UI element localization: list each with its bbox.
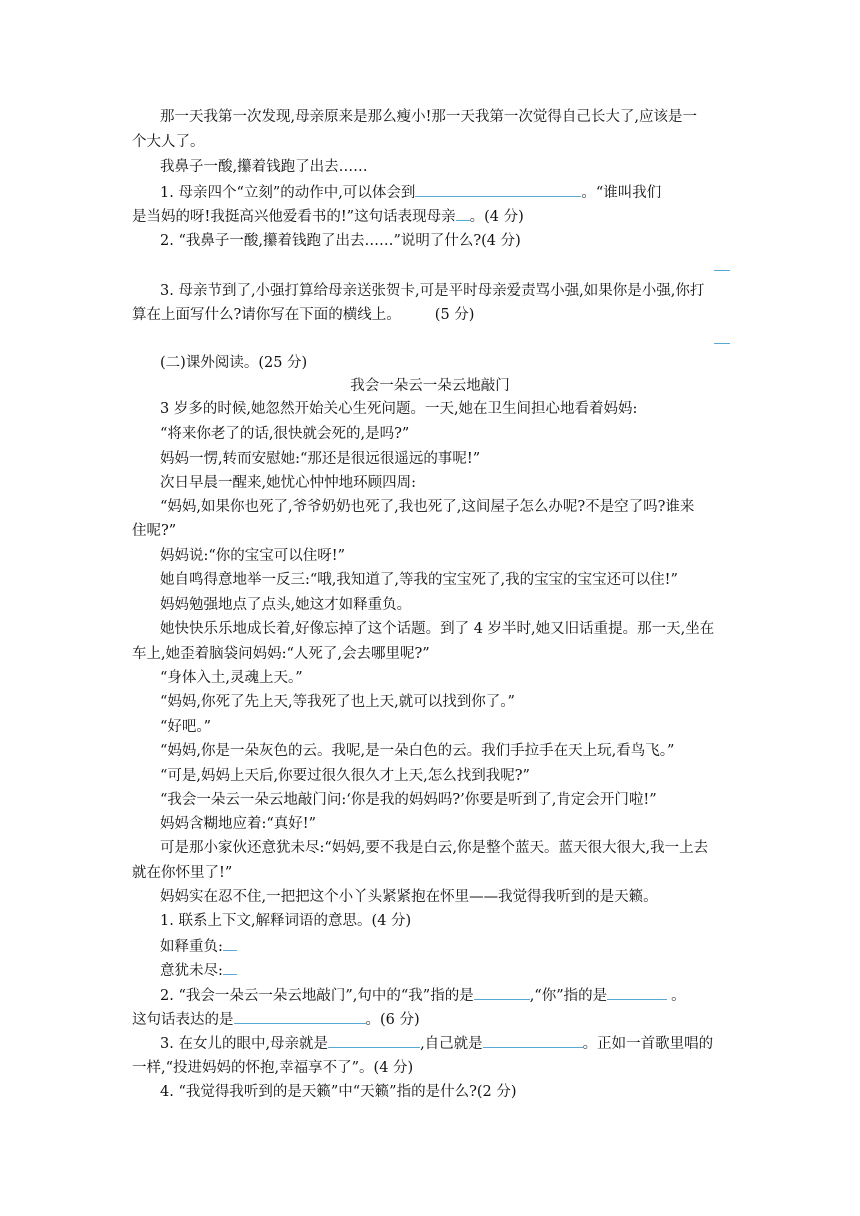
question-text: 是当妈的呀!我挺高兴他爱看书的!”这句话表现母亲 xyxy=(132,209,456,225)
word-label: 如释重负: xyxy=(160,939,223,955)
question-3-line: 3. 母亲节到了,小强打算给母亲送张贺卡,可是平时母亲爱责骂小强,如果你是小强,你打 xyxy=(160,283,705,299)
question-2-line xyxy=(160,985,686,1006)
answer-blank[interactable] xyxy=(223,936,237,951)
passage-line: “妈妈,如果你也死了,爷爷奶奶也死了,我也死了,这间屋子怎么办呢?不是空了吗?谁来 xyxy=(160,499,695,515)
passage-line: “好吧。” xyxy=(160,719,212,735)
question-text: 2. “我会一朵云一朵云地敲门”,句中的“我”指的是 xyxy=(160,988,474,1004)
passage-line: “妈妈,你是一朵灰色的云。我呢,是一朵白色的云。我们手拉手在天上玩,看鸟飞。” xyxy=(160,743,675,759)
passage-line: “身体入土,灵魂上天。” xyxy=(160,670,303,686)
question-text: 。 xyxy=(671,988,686,1004)
question-text: 这句话表达的是 xyxy=(132,1012,234,1028)
section-heading: (二)课外阅读。(25 分) xyxy=(160,355,308,371)
question-1-line: 1. 联系上下文,解释词语的意思。(4 分) xyxy=(160,913,412,929)
question-text: 。“谁叫我们 xyxy=(581,185,662,201)
passage-line: 妈妈勉强地点了点头,她这才如释重负。 xyxy=(160,597,412,613)
passage-line: 车上,她歪着脑袋问妈妈:“人死了,会去哪里呢?” xyxy=(132,646,430,662)
answer-blank[interactable] xyxy=(223,960,237,975)
passage-line: 妈妈实在忍不住,一把把这个小丫头紧紧抱在怀里——我觉得我听到的是天籁。 xyxy=(160,889,658,905)
question-3-line: 一样,“投进妈妈的怀抱,幸福享不了”。(4 分) xyxy=(132,1060,414,1076)
passage-line: 她自鸣得意地举一反三:“哦,我知道了,等我的宝宝死了,我的宝宝的宝宝还可以住!” xyxy=(160,572,678,588)
passage-line: 次日早晨一醒来,她忧心忡忡地环顾四周: xyxy=(160,475,416,491)
question-text: ,“你”指的是 xyxy=(529,988,608,1004)
passage-line: 就在你怀里了!” xyxy=(132,865,233,881)
paragraph-line: 那一天我第一次发现,母亲原来是那么瘦小!那一天我第一次觉得自己长大了,应该是一 xyxy=(160,109,698,125)
answer-blank[interactable] xyxy=(328,1033,420,1048)
question-text: 。(4 分) xyxy=(469,209,524,225)
passage-line: 可是那小家伙还意犹未尽:“妈妈,要不我是白云,你是整个蓝天。蓝天很大很大,我一上去 xyxy=(160,840,709,856)
answer-blank[interactable] xyxy=(415,182,581,197)
question-3-line xyxy=(132,305,474,325)
passage-line: “妈妈,你死了先上天,等我死了也上天,就可以找到你了。” xyxy=(160,694,515,710)
passage-line: “将来你老了的话,很快就会死的,是吗?” xyxy=(160,426,410,442)
answer-blank[interactable] xyxy=(474,985,530,1000)
question-text: ,自己就是 xyxy=(420,1036,483,1052)
question-1-line xyxy=(160,182,661,203)
question-1-word-line xyxy=(160,960,237,981)
passage-line: “我会一朵云一朵云地敲门问:‘你是我的妈妈吗?’你要是听到了,肯定会开门啦!” xyxy=(160,792,657,808)
answer-blank[interactable] xyxy=(234,1009,366,1024)
passage-line: 住呢?” xyxy=(132,523,177,539)
question-text: 1. 母亲四个“立刻”的动作中,可以体会到 xyxy=(160,185,416,201)
question-score: (5 分) xyxy=(434,307,475,323)
question-text: 。(6 分) xyxy=(365,1012,420,1028)
paragraph-line: 个大人了。 xyxy=(132,134,205,150)
passage-line: 妈妈含糊地应着:“真好!” xyxy=(160,816,317,832)
passage-line: 3 岁多的时候,她忽然开始关心生死问题。一天,她在卫生间担心地看着妈妈: xyxy=(160,401,638,417)
passage-line: 妈妈说:“你的宝宝可以住呀!” xyxy=(160,548,346,564)
question-4-line: 4. “我觉得我听到的是天籁”中“天籁”指的是什么?(2 分) xyxy=(160,1084,517,1100)
question-2-line: 2. “我鼻子一酸,攥着钱跑了出去……”说明了什么?(4 分) xyxy=(160,233,521,249)
question-text: 3. 在女儿的眼中,母亲就是 xyxy=(160,1036,329,1052)
answer-blank[interactable] xyxy=(456,206,470,221)
passage-line: 她快快乐乐地成长着,好像忘掉了这个话题。到了 4 岁半时,她又旧话重提。那一天,坐在 xyxy=(160,621,715,637)
passage-line: “可是,妈妈上天后,你要过很久很久才上天,怎么找到我呢?” xyxy=(160,768,530,784)
passage-title: 我会一朵云一朵云地敲门 xyxy=(350,378,510,394)
question-1-word-line xyxy=(160,936,237,957)
answer-blank[interactable] xyxy=(483,1033,583,1048)
answer-line[interactable] xyxy=(714,270,730,271)
paragraph-line: 我鼻子一酸,攥着钱跑了出去…… xyxy=(160,159,368,175)
question-text: 。正如一首歌里唱的 xyxy=(582,1036,714,1052)
answer-blank[interactable] xyxy=(607,985,667,1000)
question-text: 算在上面写什么?请你写在下面的横线上。 xyxy=(132,307,401,323)
passage-line: 妈妈一愣,转而安慰她:“那还是很远很遥远的事呢!” xyxy=(160,451,481,467)
question-1-line xyxy=(132,206,524,227)
answer-line[interactable] xyxy=(714,343,730,344)
word-label: 意犹未尽: xyxy=(160,963,223,979)
question-3-line xyxy=(160,1033,713,1054)
question-2-line xyxy=(132,1009,420,1030)
